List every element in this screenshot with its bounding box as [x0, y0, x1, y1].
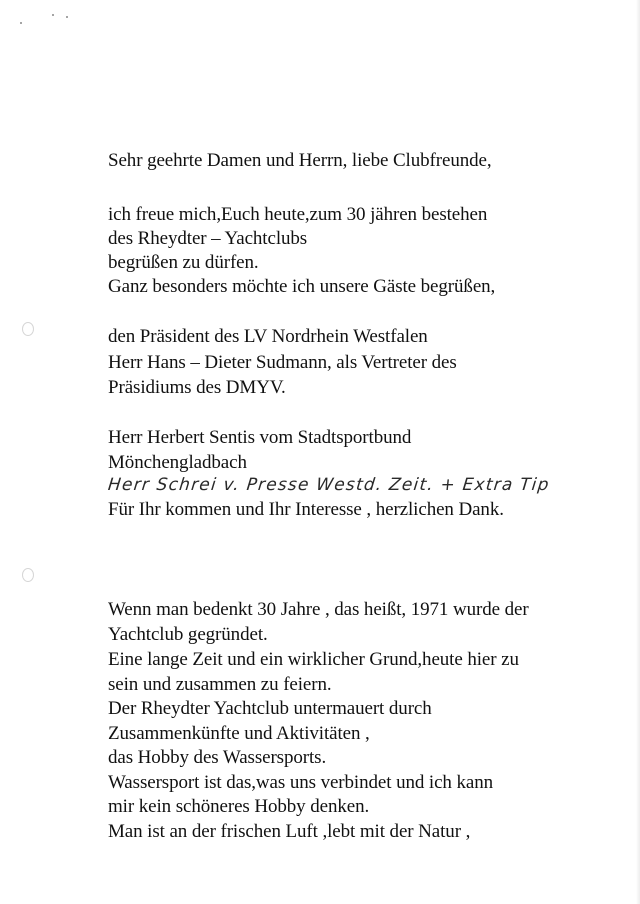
punch-hole-mark [22, 568, 34, 582]
paragraph-line: Eine lange Zeit und ein wirklicher Grund,heute hier zu [108, 649, 519, 670]
paragraph-line: Herr Hans – Dieter Sudmann, als Vertreter des [108, 352, 457, 373]
paragraph-line: Yachtclub gegründet. [108, 624, 268, 645]
paragraph-line: Ganz besonders möchte ich unsere Gäste begrüßen, [108, 276, 496, 297]
paragraph-line: Der Rheydter Yachtclub untermauert durch [108, 698, 432, 719]
paragraph-line: Wassersport ist das,was uns verbindet und ich kann [108, 772, 494, 793]
paragraph-line: den Präsident des LV Nordrhein Westfalen [108, 326, 428, 347]
page-edge-shadow [636, 0, 640, 904]
paragraph-line: Man ist an der frischen Luft ,lebt mit der Natur , [108, 821, 471, 842]
paragraph-line: begrüßen zu dürfen. [108, 252, 259, 273]
paragraph-line: das Hobby des Wassersports. [108, 747, 327, 768]
paragraph-line: ich freue mich,Euch heute,zum 30 jähren bestehen [108, 204, 488, 225]
paragraph-line: Mönchengladbach [108, 452, 247, 473]
paragraph-line: des Rheydter – Yachtclubs [108, 228, 308, 249]
scan-speck [52, 14, 54, 16]
paragraph-line: Wenn man bedenkt 30 Jahre , das heißt, 1971 wurde der [108, 599, 529, 620]
handwritten-note: Herr Schrei v. Presse Westd. Zeit. + Extra Tip [106, 475, 551, 495]
paragraph-line: Präsidiums des DMYV. [108, 377, 286, 398]
paragraph-line: sein und zusammen zu feiern. [108, 674, 332, 695]
paragraph-line: mir kein schöneres Hobby denken. [108, 796, 370, 817]
punch-hole-mark [22, 322, 34, 336]
scan-speck [20, 22, 22, 24]
thanks-line: Für Ihr kommen und Ihr Interesse , herzlichen Dank. [108, 499, 504, 520]
paragraph-line: Zusammenkünfte und Aktivitäten , [108, 723, 370, 744]
greeting-line: Sehr geehrte Damen und Herrn, liebe Clubfreunde, [108, 150, 492, 171]
paragraph-line: Herr Herbert Sentis vom Stadtsportbund [108, 427, 412, 448]
scan-speck [66, 16, 68, 18]
